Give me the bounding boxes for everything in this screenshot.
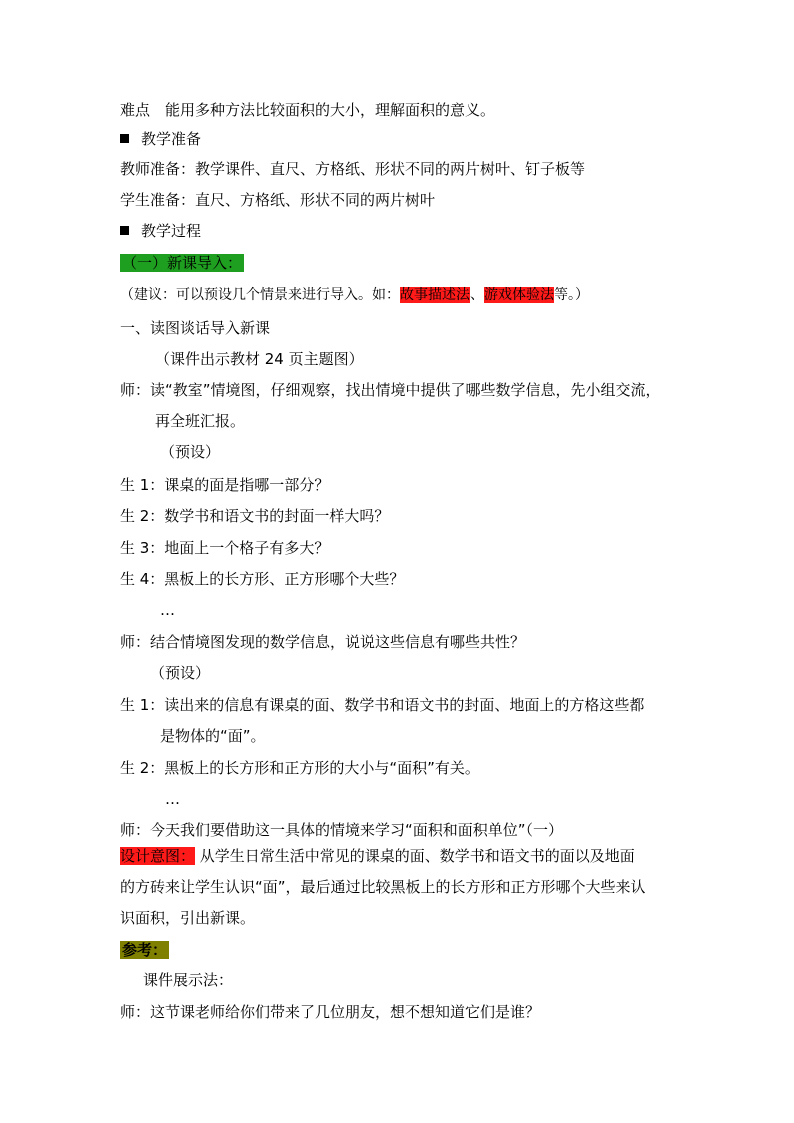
student-line-4: 生 4：黑板上的长方形、正方形哪个大些？ [120,570,405,588]
design-intent-label: 设计意图： [120,847,196,865]
teacher-line-4: 师：这节课老师给你们带来了几位朋友，想不想知道它们是谁？ [120,1003,541,1021]
design-intent-cont-1: 的方砖来让学生认识“面”，最后通过比较黑板上的长方形和正方形哪个大些来认 [120,878,646,896]
teacher-line-3: 师：今天我们要借助这一具体的情境来学习“面积和面积单位”（一） [120,821,564,839]
step-heading: 一、读图谈话导入新课 [120,319,271,337]
design-intent: 设计意图： 从学生日常生活中常见的课桌的面、数学书和语文书的面以及地面 [120,847,635,865]
student-preparation: 学生准备：直尺、方格纸、形状不同的两片树叶 [120,191,436,209]
highlight-game: 游戏体验法 [484,287,554,303]
difficulty-line: 难点 能用多种方法比较面积的大小，理解面积的意义。 [120,101,496,119]
section-heading-preparation: 教学准备 [120,129,201,149]
highlight-story: 故事描述法 [400,287,470,303]
subsection-intro: （一）新课导入： [122,254,243,272]
student-answer-2: 生 2：黑板上的长方形和正方形的大小与“面积”有关。 [120,759,480,777]
preset-label-2: （预设） [150,664,211,682]
ellipsis-2: … [165,790,180,808]
section-heading-process: 教学过程 [120,221,201,241]
preset-label-1: （预设） [160,443,221,461]
student-answer-1: 生 1：读出来的信息有课桌的面、数学书和语文书的封面、地面上的方格这些都 [120,696,645,714]
teacher-line-2: 师：结合情境图发现的数学信息，说说这些信息有哪些共性？ [120,633,526,651]
square-bullet-icon [120,226,129,235]
courseware-method: 课件展示法： [143,971,234,989]
student-line-3: 生 3：地面上一个格子有多大？ [120,539,330,557]
square-bullet-icon [120,134,129,143]
reference-label: 参考： [122,941,168,959]
teacher-line-1-cont: 再全班汇报。 [155,412,246,430]
courseware-note: （课件出示教材 24 页主题图） [155,350,364,368]
student-line-2: 生 2：数学书和语文书的封面一样大吗？ [120,507,390,525]
student-answer-1-cont: 是物体的“面”。 [160,727,266,745]
suggestion-line: （建议：可以预设几个情景来进行导入。如：故事描述法、游戏体验法等。） [120,287,589,303]
ellipsis-1: … [160,601,175,619]
student-line-1: 生 1：课桌的面是指哪一部分？ [120,476,330,494]
teacher-preparation: 教师准备：教学课件、直尺、方格纸、形状不同的两片树叶、钉子板等 [120,160,586,178]
design-intent-cont-2: 识面积，引出新课。 [120,909,256,927]
teacher-line-1: 师：读“教室”情境图，仔细观察，找出情境中提供了哪些数学信息，先小组交流， [120,381,661,399]
